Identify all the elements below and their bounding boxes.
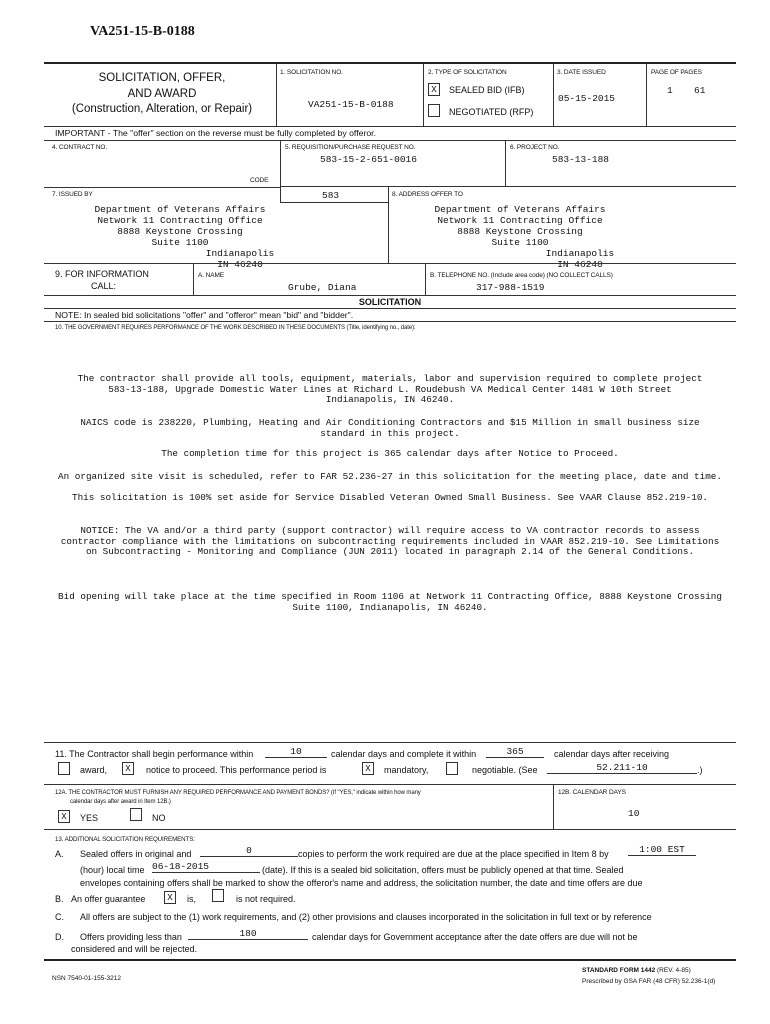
standard-form-name: STANDARD FORM 1442: [582, 967, 656, 974]
contact-name: Grube, Diana: [288, 282, 357, 293]
calendar-days-value: 10: [628, 808, 640, 819]
item13a-text5: envelopes containing offers shall be marked to show the offeror's name and address, the solicitation number, the date and time offers are due: [80, 878, 643, 888]
for-information-label: [55, 268, 149, 292]
negotiated-checkbox[interactable]: [428, 104, 440, 117]
name-label: A. NAME: [198, 272, 225, 279]
issued-by-line: Indianapolis IN 46240: [205, 248, 275, 270]
site-visit-paragraph: An organized site visit is scheduled, refer to FAR 52.236-27 in this solicitation for the meeting place, date and time.: [58, 471, 722, 482]
address-offer-line: 8888 Keystone Crossing: [457, 226, 583, 237]
item11-begin-days[interactable]: 10: [265, 746, 327, 758]
project-no-value: 583-13-188: [552, 154, 610, 165]
item13b-text1: An offer guarantee: [71, 894, 146, 904]
copies-value[interactable]: 0: [200, 845, 298, 857]
completion-paragraph: The completion time for this project is 365 calendar days after Notice to Proceed.: [161, 448, 619, 459]
guarantee-is-label: is,: [187, 894, 196, 904]
item13a-text2: copies to perform the work required are due at the place specified in Item 8 by: [298, 849, 609, 859]
item13a-text1: Sealed offers in original and: [80, 849, 192, 859]
see-reference-close: .): [697, 765, 703, 775]
issued-by-line: Department of Veterans Affairs: [94, 204, 266, 215]
form-title: [48, 71, 276, 118]
form-title-line2: AND AWARD: [127, 87, 197, 100]
form-top-border: [44, 62, 736, 64]
item11-text-b: calendar days and complete it within: [331, 749, 477, 759]
sealed-bid-checkbox[interactable]: X: [428, 83, 440, 96]
bonds-no-checkbox[interactable]: [130, 808, 142, 821]
date-issued-label: 3. DATE ISSUED: [557, 69, 606, 76]
bid-note: NOTE: In sealed bid solicitations "offer" and "offeror" mean "bid" and "bidder".: [55, 310, 354, 320]
item13a-text4: (date). If this is a sealed bid solicitation, offers must be publicly opened at that time. Sealed: [262, 865, 624, 875]
notice-line: on Subcontracting - Monitoring and Compliance (JUN 2011) located in paragraph 2.14 of the General Conditions.: [85, 546, 695, 558]
standard-form-rev: (REV. 4-85): [657, 967, 691, 974]
award-label: award,: [80, 765, 108, 775]
guarantee-not-checkbox[interactable]: [212, 889, 224, 902]
solicitation-type-label: 2. TYPE OF SOLICITATION: [428, 69, 507, 76]
bid-opening-line: Bid opening will take place at the time specified in Room 1106 at Network 11 Contracting Office, 8888 Keystone Crossing: [58, 591, 722, 602]
issued-code: 583: [322, 190, 340, 201]
telephone-value: 317-988-1519: [476, 282, 545, 293]
bid-opening-paragraph: [30, 592, 750, 613]
item13d-text1: Offers providing less than: [80, 932, 182, 942]
page-number: 1: [667, 85, 673, 96]
item13c-text: All offers are subject to the (1) work requirements, and (2) other provisions and clauses incorporated in the solicitation in full text or by reference: [80, 912, 652, 922]
issued-by-line: Suite 1100: [151, 237, 209, 248]
form-title-line3: (Construction, Alteration, or Repair): [71, 103, 253, 115]
negotiated-label: NEGOTIATED (RFP): [449, 107, 534, 117]
issued-by-line: Network 11 Contracting Office: [97, 215, 263, 226]
bonds-no-label: NO: [152, 813, 166, 823]
mandatory-checkbox[interactable]: X: [362, 762, 374, 775]
bid-opening-line: Suite 1100, Indianapolis, IN 46240.: [292, 601, 488, 613]
notice-line: contractor compliance with the limitations on subcontracting requirements included in VAAR 852.219-10. See Limitations: [60, 535, 720, 547]
due-date-value[interactable]: 06-18-2015: [152, 861, 260, 873]
naics-line: NAICS code is 238220, Plumbing, Heating and Air Conditioning Contractors and $15 Million in small business size: [80, 417, 700, 428]
requisition-value: 583-15-2-651-0016: [320, 154, 417, 165]
sealed-bid-label: SEALED BID (IFB): [449, 85, 525, 95]
see-reference[interactable]: 52.211-10: [547, 762, 697, 774]
item11-text-a: 11. The Contractor shall begin performance within: [55, 749, 254, 759]
negotiable-checkbox[interactable]: [446, 762, 458, 775]
form-title-line1: SOLICITATION, OFFER,: [98, 72, 226, 84]
description-line: The contractor shall provide all tools, equipment, materials, labor and supervision required to complete project: [77, 373, 703, 384]
item12b-label: 12B. CALENDAR DAYS: [558, 789, 626, 796]
item10-label: 10. THE GOVERNMENT REQUIRES PERFORMANCE OF THE WORK DESCRIBED IN THESE DOCUMENTS (Title, identifying no., date):: [55, 325, 416, 331]
issued-by-label: 7. ISSUED BY: [52, 191, 93, 198]
item13b-letter: B.: [55, 894, 64, 904]
for-information-line2: CALL:: [91, 281, 117, 291]
naics-paragraph: [40, 418, 740, 439]
contract-no-label: 4. CONTRACT NO.: [52, 144, 108, 151]
project-no-label: 6. PROJECT NO.: [510, 144, 560, 151]
standard-form: [582, 967, 691, 974]
for-information-line1: 9. FOR INFORMATION: [55, 269, 149, 279]
address-offer-line: Network 11 Contracting Office: [437, 215, 603, 226]
notice-to-proceed-label: notice to proceed. This performance period is: [146, 765, 327, 775]
notice-paragraph: [30, 526, 750, 558]
solicitation-heading: SOLICITATION: [358, 297, 422, 307]
guarantee-is-checkbox[interactable]: X: [164, 891, 176, 904]
date-issued-value: 05-15-2015: [558, 93, 616, 104]
description-paragraph: [40, 374, 740, 406]
issued-by-address: [80, 204, 280, 270]
set-aside-paragraph: This solicitation is 100% set aside for Service Disabled Veteran Owned Small Business. See VAAR Clause 852.219-10.: [71, 492, 708, 503]
solicitation-no-value: VA251-15-B-0188: [308, 99, 394, 110]
address-offer-to: [420, 204, 620, 270]
important-note: IMPORTANT - The "offer" section on the reverse must be fully completed by offeror.: [55, 128, 376, 138]
item11-complete-days[interactable]: 365: [486, 746, 544, 758]
prescribed-by: Prescribed by GSA FAR (48 CFR) 52.236-1(d): [582, 978, 716, 985]
description-line: 583-13-188, Upgrade Domestic Water Lines at Richard L. Roudebush VA Medical Center 1481 W 10th Street: [108, 383, 672, 395]
address-offer-line: Indianapolis IN 46240: [545, 248, 615, 270]
item12a-label-line1: 12A. THE CONTRACTOR MUST FURNISH ANY REQUIRED PERFORMANCE AND PAYMENT BONDS? (If "YES," indicate within how many: [55, 790, 421, 796]
due-time-value[interactable]: 1:00 EST: [628, 844, 696, 856]
issued-by-line: 8888 Keystone Crossing: [117, 226, 243, 237]
item13a-letter: A.: [55, 849, 64, 859]
negotiable-label: negotiable. (See: [472, 765, 538, 775]
page-of-pages-label: PAGE OF PAGES: [651, 69, 702, 76]
nsn-number: NSN 7540-01-155-3212: [52, 975, 122, 982]
bonds-yes-label: YES: [80, 813, 99, 823]
item13c-letter: C.: [55, 912, 64, 922]
naics-line: standard in this project.: [320, 427, 460, 439]
description-line: Indianapolis, IN 46240.: [325, 394, 455, 406]
item12a-label-line2: calendar days after award in Item 12B.): [70, 799, 171, 805]
item12a-label: [55, 789, 421, 807]
solicitation-no-label: 1. SOLICITATION NO.: [280, 69, 343, 76]
notice-to-proceed-checkbox[interactable]: X: [122, 762, 134, 775]
guarantee-not-label: is not required.: [236, 894, 296, 904]
requisition-label: 5. REQUISITION/PURCHASE REQUEST NO.: [285, 144, 416, 151]
address-offer-line: Suite 1100: [491, 237, 549, 248]
award-checkbox[interactable]: [58, 762, 70, 775]
document-number: VA251-15-B-0188: [90, 24, 195, 39]
code-label: CODE: [250, 177, 269, 184]
acceptance-days-value[interactable]: 180: [188, 928, 308, 940]
telephone-label: B. TELEPHONE NO. (Include area code) (NO COLLECT CALLS): [430, 272, 613, 279]
total-pages: 61: [694, 85, 706, 96]
item13d-text3: considered and will be rejected.: [71, 944, 198, 954]
notice-line: NOTICE: The VA and/or a third party (support contractor) will require access to VA contractor records to assess: [80, 525, 700, 536]
item13d-letter: D.: [55, 932, 64, 942]
bonds-yes-checkbox[interactable]: X: [58, 810, 70, 823]
address-offer-line: Department of Veterans Affairs: [434, 204, 606, 215]
item11-text-c: calendar days after receiving: [554, 749, 670, 759]
address-offer-label: 8. ADDRESS OFFER TO: [392, 191, 463, 198]
item13-label: 13. ADDITIONAL SOLICITATION REQUIREMENTS:: [55, 836, 195, 843]
mandatory-label: mandatory,: [384, 765, 429, 775]
item13a-text3: (hour) local time: [80, 865, 145, 875]
item13d-text2: calendar days for Government acceptance after the date offers are due will not be: [312, 932, 638, 942]
